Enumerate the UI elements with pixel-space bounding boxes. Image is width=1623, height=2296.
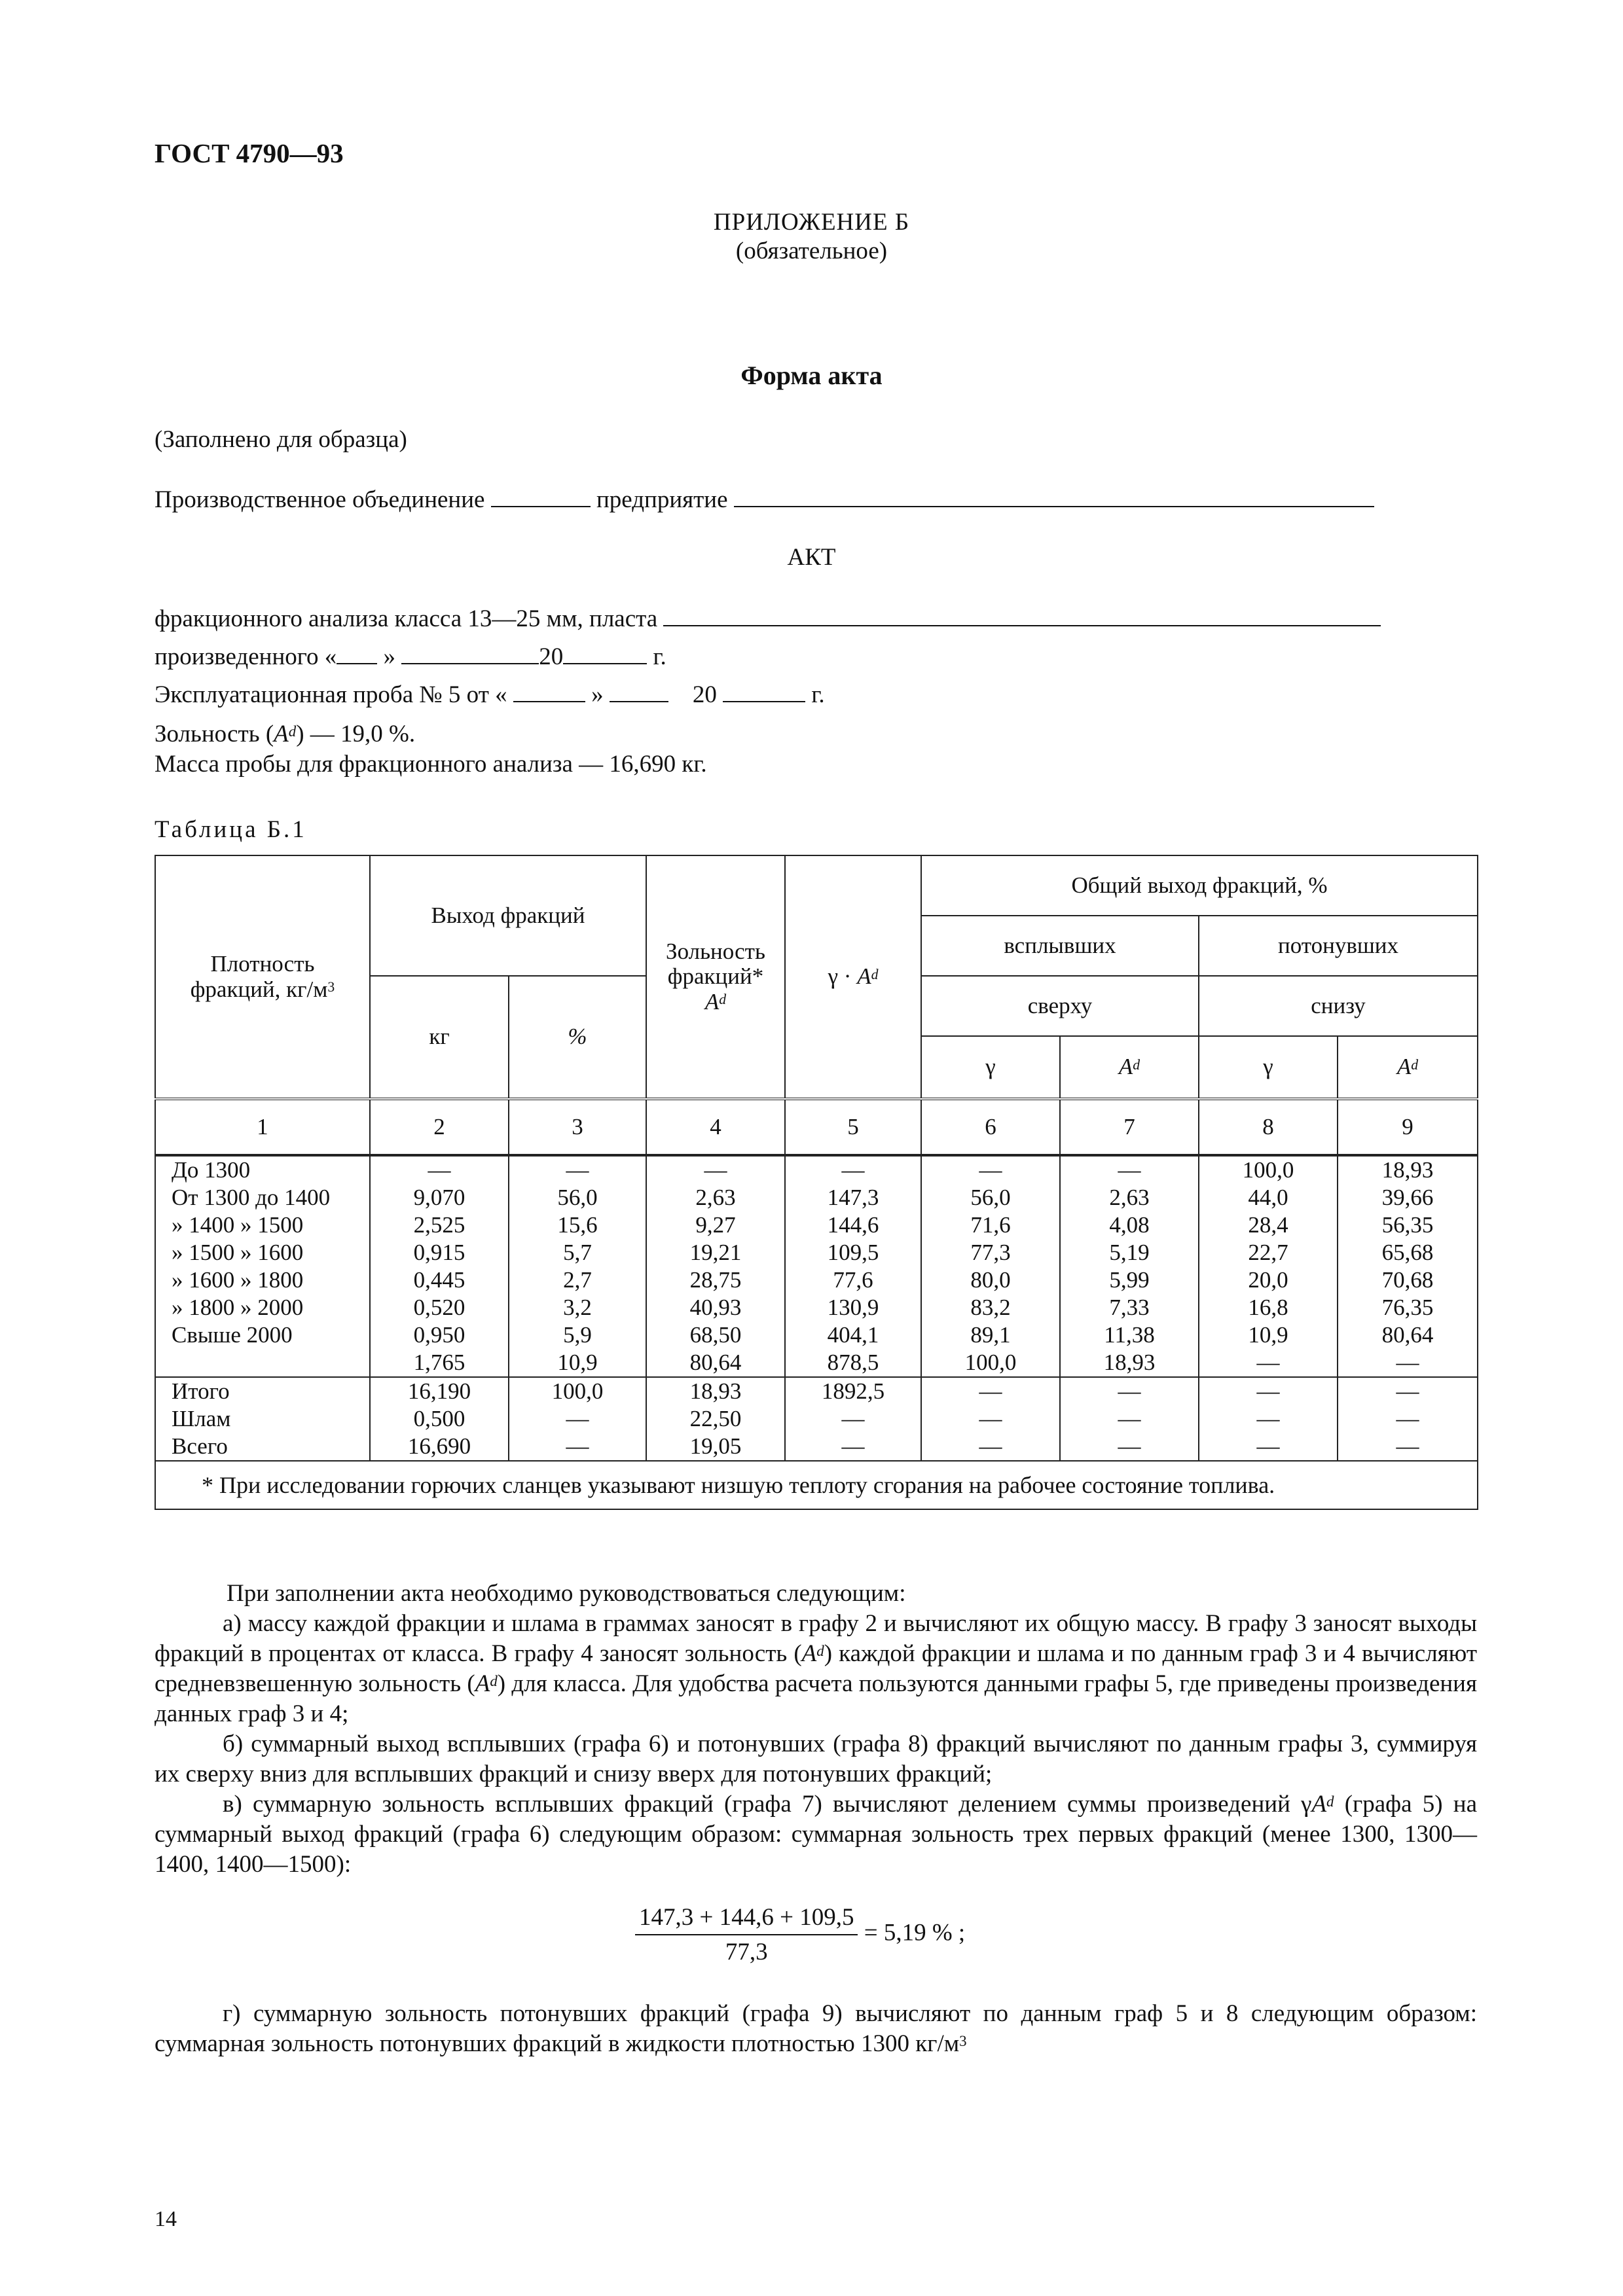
- cell-value: —: [1256, 1378, 1280, 1404]
- mass-line: Масса пробы для фракционного анализа — 16,690 кг.: [155, 751, 707, 778]
- column-number: 1: [155, 1099, 370, 1155]
- column-number: 4: [646, 1099, 785, 1155]
- cell-value: 1892,5: [821, 1378, 885, 1404]
- instruction-c-part1: в) суммарную зольность всплывших фракций (графа 7) вычисляют делением суммы произведений γ: [223, 1791, 1312, 1818]
- instructions-intro: При заполнении акта необходимо руководствоваться следующим:: [227, 1580, 906, 1607]
- instruction-a-part3: ) для класса. Для удобства расчета пользуются данными графы 5, где приведены произведения данных граф 3 и 4;: [155, 1670, 1477, 1727]
- cell-value: 70,68: [1381, 1267, 1434, 1293]
- cell-value: —: [566, 1406, 589, 1431]
- cell-value: 2,525: [413, 1212, 465, 1238]
- cell-value: 100,0: [1242, 1157, 1294, 1183]
- header-from-top: сверху: [921, 976, 1199, 1036]
- cell-value: 404,1: [827, 1322, 879, 1348]
- cell-value: —: [841, 1157, 865, 1183]
- cell-value: 40,93: [689, 1295, 742, 1320]
- cell-value: 19,21: [689, 1240, 742, 1265]
- sample-note: (Заполнено для образца): [155, 426, 407, 453]
- summary-col-ash: [646, 1377, 785, 1461]
- column-number: 5: [785, 1099, 921, 1155]
- cell-value: —: [1118, 1433, 1141, 1459]
- cell-value: 56,0: [557, 1185, 598, 1210]
- density-label: От 1300 до 1400: [172, 1185, 331, 1210]
- cell-value: 0,445: [413, 1267, 465, 1293]
- cell-value: 9,070: [413, 1185, 465, 1210]
- cell-value: 16,690: [407, 1433, 471, 1459]
- ash-line: [155, 720, 415, 748]
- appendix-title: ПРИЛОЖЕНИЕ Б: [713, 209, 910, 236]
- column-number: 7: [1060, 1099, 1199, 1155]
- col-floated-gamma: [921, 1155, 1060, 1377]
- cell-value: 0,950: [413, 1322, 465, 1348]
- cell-value: —: [1118, 1406, 1141, 1431]
- page-number: 14: [155, 2207, 177, 2231]
- produced-line: [155, 643, 666, 671]
- cell-value: 5,19: [1109, 1240, 1150, 1265]
- summary-label: Итого: [172, 1378, 230, 1404]
- fraction-table: [155, 855, 1478, 1510]
- cell-value: 56,0: [970, 1185, 1011, 1210]
- instruction-a-sup2: d: [490, 1672, 498, 1689]
- cell-value: 19,05: [689, 1433, 742, 1459]
- density-label: » 1500 » 1600: [172, 1240, 304, 1265]
- header-density: [155, 855, 370, 1099]
- cell-value: —: [566, 1157, 589, 1183]
- cell-value: 18,93: [689, 1378, 742, 1404]
- cell-value: 100,0: [551, 1378, 604, 1404]
- sample-prefix: Эксплуатационная проба № 5 от «: [155, 681, 507, 708]
- header-product-sup: d: [871, 966, 879, 982]
- instruction-g-block: [155, 1999, 1477, 2059]
- cell-value: 56,35: [1381, 1212, 1434, 1238]
- instructions: [155, 1579, 1477, 1880]
- ash-value: ) — 19,0 %.: [296, 721, 416, 747]
- cell-value: 20,0: [1248, 1267, 1288, 1293]
- produced-day-blank[interactable]: [337, 643, 377, 664]
- header-density-line2: фракций, кг/м: [190, 976, 328, 1002]
- cell-value: 22,50: [689, 1406, 742, 1431]
- appendix-subtitle: (обязательное): [735, 238, 888, 264]
- cell-value: 83,2: [970, 1295, 1011, 1320]
- cell-value: 77,3: [970, 1240, 1011, 1265]
- cell-value: 18,93: [1103, 1350, 1156, 1375]
- header-ad-floated: [1060, 1036, 1199, 1099]
- header-percent: [509, 976, 646, 1099]
- summary-col-mass: [370, 1377, 509, 1461]
- cell-value: 76,35: [1381, 1295, 1434, 1320]
- cell-value: 7,33: [1109, 1295, 1150, 1320]
- produced-year-blank[interactable]: [563, 643, 647, 664]
- instruction-g-sup: 3: [959, 2032, 967, 2049]
- summary-col-yield: [509, 1377, 646, 1461]
- density-labels: [155, 1155, 370, 1377]
- cell-value: 1,765: [413, 1350, 465, 1375]
- cell-value: —: [1118, 1157, 1141, 1183]
- formula-numerator: 147,3 + 144,6 + 109,5: [635, 1903, 858, 1935]
- analysis-line: [155, 605, 1381, 633]
- cell-value: 3,2: [563, 1295, 592, 1320]
- cell-value: —: [979, 1378, 1002, 1404]
- summary-col-floated-ad: [1060, 1377, 1199, 1461]
- header-floated: всплывших: [921, 916, 1199, 976]
- column-number: 3: [509, 1099, 646, 1155]
- instruction-a: [155, 1609, 1477, 1729]
- instruction-a-part2: ) каждой фракции и шлама и по данным граф 3 и 4 вычисляют средневзвешенную зольность (: [155, 1640, 1477, 1697]
- cell-value: 44,0: [1248, 1185, 1288, 1210]
- cell-value: 16,190: [407, 1378, 471, 1404]
- instruction-c-part2: (графа 5) на суммарный выход фракций (графа 6) следующим образом: суммарная зольность трех первых фракций (менее 1300, 1300—1400, 1400—1500):: [155, 1791, 1477, 1878]
- cell-value: 9,27: [695, 1212, 736, 1238]
- cell-value: 11,38: [1104, 1322, 1155, 1348]
- col-ash: [646, 1155, 785, 1377]
- header-gamma-floated: γ: [921, 1036, 1060, 1099]
- cell-value: 28,4: [1248, 1212, 1288, 1238]
- cell-value: 80,64: [1381, 1322, 1434, 1348]
- cell-value: 16,8: [1248, 1295, 1288, 1320]
- density-label: » 1800 » 2000: [172, 1295, 304, 1320]
- cell-value: 100,0: [964, 1350, 1017, 1375]
- cell-value: —: [841, 1433, 865, 1459]
- cell-value: —: [428, 1157, 451, 1183]
- summary-col-sunk-ad: [1338, 1377, 1478, 1461]
- density-label: До 1300: [172, 1157, 251, 1183]
- instruction-g-text: г) суммарную зольность потонувших фракций (графа 9) вычисляют по данным граф 5 и 8 следующим образом: суммарная зольность потонувших фракций в жидкости плотностью 1300 кг/м: [155, 2000, 1477, 2057]
- cell-value: —: [841, 1406, 865, 1431]
- cell-value: —: [1396, 1378, 1419, 1404]
- cell-value: 5,9: [563, 1322, 592, 1348]
- cell-value: 878,5: [827, 1350, 879, 1375]
- cell-value: 80,0: [970, 1267, 1011, 1293]
- organization-blank[interactable]: [491, 486, 591, 507]
- column-number: 6: [921, 1099, 1060, 1155]
- sample-year-suffix: г.: [811, 681, 825, 708]
- cell-value: 80,64: [689, 1350, 742, 1375]
- cell-value: 144,6: [827, 1212, 879, 1238]
- col-sunk-ad: [1338, 1155, 1478, 1377]
- ash-prefix: Зольность (: [155, 721, 274, 747]
- column-number: 9: [1338, 1099, 1478, 1155]
- cell-value: 0,915: [413, 1240, 465, 1265]
- density-label: [172, 1349, 365, 1376]
- cell-value: —: [1396, 1433, 1419, 1459]
- cell-value: —: [1256, 1406, 1280, 1431]
- instruction-c: [155, 1789, 1477, 1880]
- cell-value: 15,6: [557, 1212, 598, 1238]
- col-product: [785, 1155, 921, 1377]
- col-sunk-gamma: [1199, 1155, 1338, 1377]
- instruction-a-symbol1: A: [801, 1640, 817, 1667]
- summary-row: [155, 1377, 1478, 1461]
- header-ad-sunk: [1338, 1036, 1478, 1099]
- produced-quote: »: [383, 643, 396, 670]
- header-ash-symbol: A: [704, 988, 720, 1014]
- header-density-line1: Плотность: [210, 951, 315, 977]
- cell-value: 10,9: [557, 1350, 598, 1375]
- ash-symbol: A: [274, 721, 289, 747]
- header-percent-sign: %: [568, 1024, 587, 1050]
- summary-col-product: [785, 1377, 921, 1461]
- col-floated-ad: [1060, 1155, 1199, 1377]
- produced-year-prefix: 20: [539, 643, 564, 670]
- cell-value: —: [979, 1433, 1002, 1459]
- instruction-a-part1: а) массу каждой фракции и шлама в граммах заносят в графу 2 и вычисляют их общую массу. В графу 3 заносят выходы фракций в процентах от класса. В графу 4 заносят зольность (: [155, 1610, 1477, 1667]
- cell-value: 89,1: [970, 1322, 1011, 1348]
- instruction-b: б) суммарный выход всплывших (графа 6) и потонувших (графа 8) фракций вычисляют по данным графы 3, суммируя их сверху вниз для всплывших фракций и снизу вверх для потонувших фракций;: [155, 1731, 1477, 1787]
- cell-value: —: [1256, 1433, 1280, 1459]
- produced-month-blank[interactable]: [401, 643, 539, 664]
- cell-value: 147,3: [827, 1185, 879, 1210]
- column-number: 2: [370, 1099, 509, 1155]
- cell-value: 2,7: [563, 1267, 592, 1293]
- instruction-a-symbol2: A: [475, 1670, 490, 1697]
- cell-value: —: [1396, 1350, 1419, 1375]
- header-ad-sunk-sup: d: [1411, 1056, 1419, 1073]
- header-ash-sup: d: [719, 992, 727, 1008]
- cell-value: —: [704, 1157, 727, 1183]
- cell-value: 0,500: [413, 1406, 465, 1431]
- header-ad-floated-sup: d: [1133, 1056, 1140, 1073]
- ash-superscript: d: [288, 723, 297, 740]
- ash-formula: [635, 1903, 965, 1966]
- cell-value: 22,7: [1248, 1240, 1288, 1265]
- formula-denominator: 77,3: [725, 1939, 768, 1965]
- density-label: Свыше 2000: [172, 1322, 293, 1348]
- column-number: 8: [1199, 1099, 1338, 1155]
- sample-line: [155, 681, 825, 709]
- cell-value: 68,50: [689, 1322, 742, 1348]
- formula-fraction: [635, 1903, 858, 1966]
- instruction-a-sup1: d: [816, 1642, 824, 1659]
- header-from-bottom: снизу: [1199, 976, 1478, 1036]
- table-caption: Таблица Б.1: [155, 816, 307, 843]
- header-gamma-sunk: γ: [1199, 1036, 1338, 1099]
- enterprise-label: предприятие: [596, 486, 728, 513]
- cell-value: —: [566, 1433, 589, 1459]
- document-code: ГОСТ 4790—93: [155, 138, 344, 168]
- cell-value: —: [1396, 1406, 1419, 1431]
- summary-label: Всего: [172, 1433, 228, 1459]
- summary-label: Шлам: [172, 1406, 231, 1431]
- column-number-row: [155, 1099, 1478, 1155]
- header-ash-line1: Зольность: [666, 938, 765, 964]
- cell-value: 0,520: [413, 1295, 465, 1320]
- cell-value: 5,99: [1109, 1267, 1150, 1293]
- summary-col-floated-gamma: [921, 1377, 1060, 1461]
- header-ash-line2: фракций*: [667, 963, 764, 990]
- form-title: Форма акта: [740, 361, 883, 390]
- cell-value: —: [979, 1157, 1002, 1183]
- header-total-yield: Общий выход фракций, %: [921, 855, 1478, 916]
- cell-value: 2,63: [1109, 1185, 1150, 1210]
- header-ad-sunk-symbol: A: [1396, 1054, 1412, 1080]
- seam-blank[interactable]: [663, 605, 1381, 626]
- cell-value: 77,6: [833, 1267, 873, 1293]
- header-kg: кг: [370, 976, 509, 1099]
- header-product: [785, 855, 921, 1099]
- instruction-c-sup: d: [1326, 1793, 1334, 1810]
- enterprise-blank[interactable]: [734, 486, 1374, 507]
- header-density-sup: 3: [327, 978, 335, 995]
- cell-value: 2,63: [695, 1185, 736, 1210]
- cell-value: 5,7: [563, 1240, 592, 1265]
- cell-value: 10,9: [1248, 1322, 1288, 1348]
- cell-value: —: [979, 1406, 1002, 1431]
- col-yield-percent: [509, 1155, 646, 1377]
- sample-month-blank[interactable]: [610, 681, 668, 702]
- header-product-gamma: γ ·: [828, 963, 858, 990]
- header-sunk: потонувших: [1199, 916, 1478, 976]
- instruction-g: [155, 1999, 1477, 2059]
- cell-value: —: [1118, 1378, 1141, 1404]
- instruction-c-symbol: A: [1311, 1791, 1327, 1818]
- fraction-data-row: [155, 1155, 1478, 1377]
- sample-quote: »: [591, 681, 604, 708]
- header-ad-floated-symbol: A: [1118, 1054, 1133, 1080]
- summary-col-sunk-gamma: [1199, 1377, 1338, 1461]
- header-yield: Выход фракций: [370, 855, 646, 976]
- col-mass-kg: [370, 1155, 509, 1377]
- header-ash: [646, 855, 785, 1099]
- produced-prefix: произведенного «: [155, 643, 337, 670]
- cell-value: —: [1256, 1350, 1280, 1375]
- formula-result: = 5,19 % ;: [864, 1919, 966, 1946]
- sample-year-blank[interactable]: [723, 681, 805, 702]
- cell-value: 4,08: [1109, 1212, 1150, 1238]
- cell-value: 71,6: [970, 1212, 1011, 1238]
- header-product-symbol: A: [857, 963, 871, 990]
- density-label: » 1400 » 1500: [172, 1212, 304, 1238]
- density-label: » 1600 » 1800: [172, 1267, 304, 1293]
- cell-value: 28,75: [689, 1267, 742, 1293]
- sample-day-blank[interactable]: [513, 681, 585, 702]
- table-footnote: * При исследовании горючих сланцев указывают низшую теплоту сгорания на рабочее состояние топлива.: [155, 1461, 1478, 1509]
- produced-year-suffix: г.: [653, 643, 666, 670]
- analysis-label: фракционного анализа класса 13—25 мм, пласта: [155, 605, 658, 632]
- akt-title: АКТ: [787, 544, 836, 571]
- cell-value: 39,66: [1381, 1185, 1434, 1210]
- organization-label: Производственное объединение: [155, 486, 485, 513]
- summary-labels: [155, 1377, 370, 1461]
- organization-line: [155, 486, 1374, 514]
- cell-value: 65,68: [1381, 1240, 1434, 1265]
- cell-value: 130,9: [827, 1295, 879, 1320]
- sample-year-prefix: 20: [692, 681, 717, 708]
- cell-value: 109,5: [827, 1240, 879, 1265]
- cell-value: 18,93: [1381, 1157, 1434, 1183]
